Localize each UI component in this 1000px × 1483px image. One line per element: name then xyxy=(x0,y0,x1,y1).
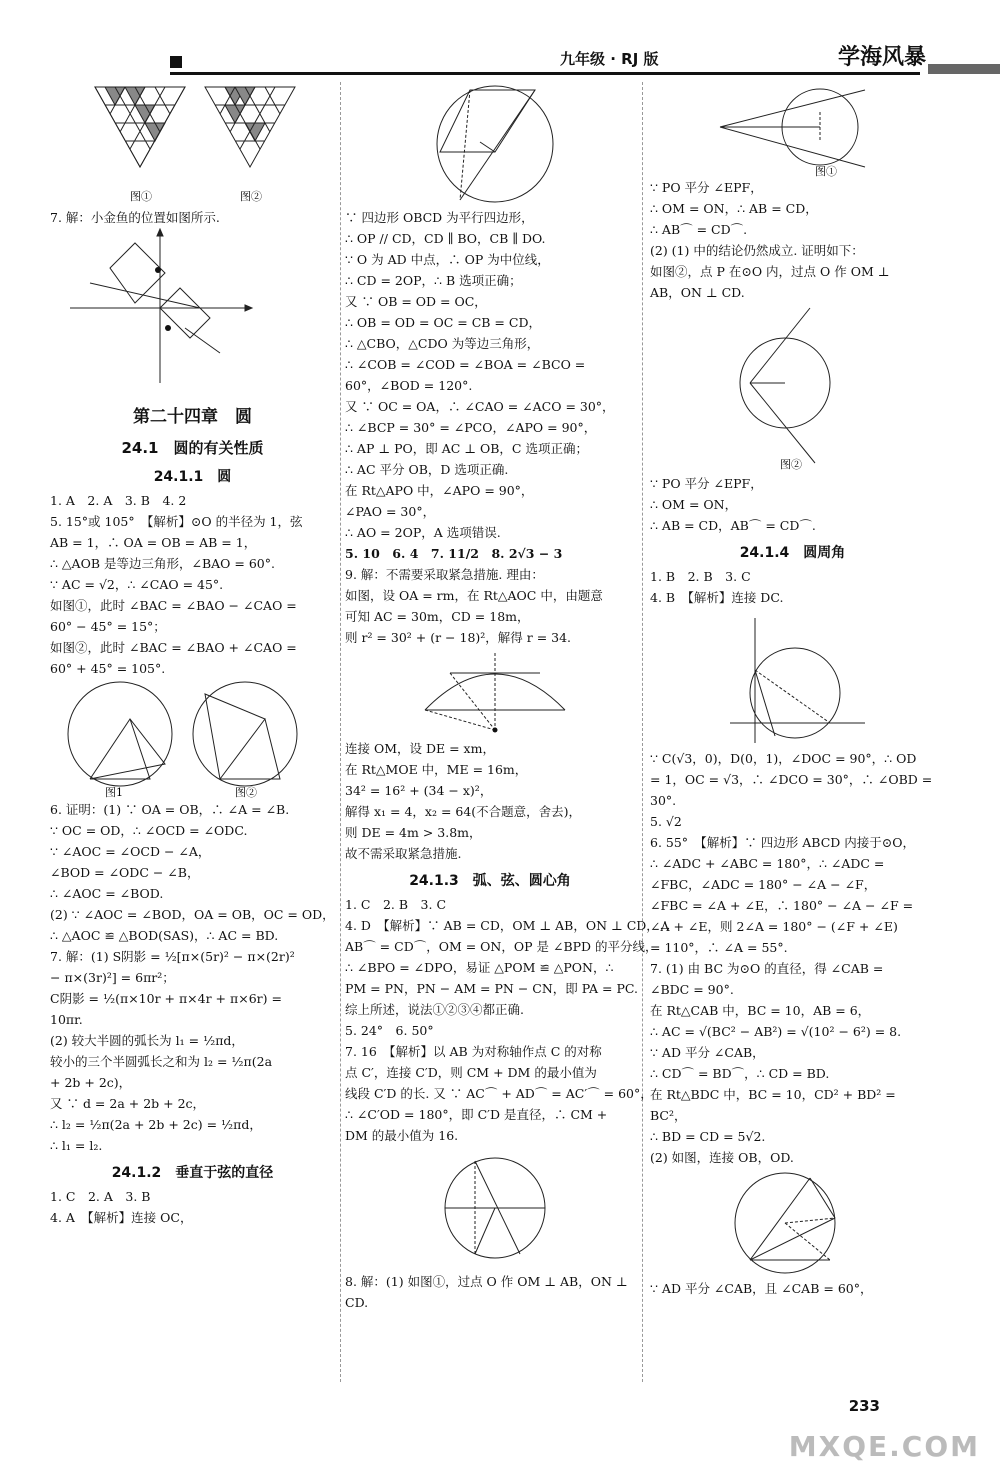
external-point-figure xyxy=(650,82,920,177)
text-line: AB，ON ⊥ CD. xyxy=(650,285,745,300)
text-line: ∴ ∠BCP = 30° = ∠PCO，∠APO = 90°， xyxy=(345,420,597,435)
text-line: 可知 AC = 30m，CD = 18m， xyxy=(345,609,530,624)
text-line: ∴ AB⌒ = CD⌒. xyxy=(650,222,748,237)
text-line: 4. A 【解析】连接 OC， xyxy=(50,1210,193,1225)
text-line: ∴ OP // CD，CD ∥ BO，CB ∥ DO. xyxy=(345,231,546,246)
text-line: 又 ∵ OC = OA，∴ ∠CAO = ∠ACO = 30°， xyxy=(345,399,615,414)
text-line: ∴ △CBO，△CDO 为等边三角形， xyxy=(345,336,540,351)
text-line: 故不需采取紧急措施. xyxy=(345,846,462,861)
text-line: 4. D 【解析】∵ AB = CD，OM ⊥ AB，ON ⊥ CD，∴ xyxy=(345,918,672,933)
text-line: ∴ AP ⊥ PO，即 AC ⊥ OB，C 选项正确； xyxy=(345,441,588,456)
fig-caption: 图1 xyxy=(105,786,123,799)
text-line: ∵ AC = √2，∴ ∠CAO = 45°. xyxy=(50,577,224,592)
text-line: AB⌒ = CD⌒，OM = ON，OP 是 ∠BPD 的平分线， xyxy=(345,939,658,954)
answer-7: 7. 解：小金鱼的位置如图所示. xyxy=(50,210,220,225)
symmetric-circle-figure xyxy=(345,1146,625,1271)
text-line: ∴ OM = ON，∴ AB = CD， xyxy=(650,201,818,216)
text-line: ∠A + ∠E，则 2∠A = 180° − (∠F + ∠E) xyxy=(650,919,898,934)
text-line: 在 Rt△APO 中，∠APO = 90°， xyxy=(345,483,534,498)
text-line: 7. 解：(1) S阴影 = ½[π×(5r)² − π×(2r)² xyxy=(50,949,295,964)
text-line: 7. 16 【解析】以 AB 为对称轴作点 C 的对称 xyxy=(345,1044,602,1059)
text-line: ∴ △AOC ≌ △BOD(SAS)，∴ AC = BD. xyxy=(50,928,279,943)
text-line: 则 r² = 30² + (r − 18)²，解得 r = 34. xyxy=(345,630,572,645)
inscribed-angle-figure xyxy=(650,608,920,748)
fig-caption: 图② xyxy=(240,190,262,203)
text-line: 在 Rt△BDC 中，BC = 10，CD² + BD² = xyxy=(650,1087,896,1102)
text-line: 9. 解：不需要采取紧急措施. 理由： xyxy=(345,567,544,582)
text-line: = 1，OC = √3，∴ ∠DCO = 30°，∴ ∠OBD = xyxy=(650,772,933,787)
text-line: ∵ OC = OD，∴ ∠OCD = ∠ODC. xyxy=(50,823,248,838)
text-line: 8. 解：(1) 如图①，过点 O 作 OM ⊥ AB，ON ⊥ xyxy=(345,1274,628,1289)
text-line: ∵ ∠AOC = ∠OCD − ∠A， xyxy=(50,844,211,859)
grade-label: 九年级 · RJ 版 xyxy=(560,50,659,68)
column-divider xyxy=(642,82,643,1382)
fig-caption: 图① xyxy=(130,190,152,203)
text-line: 综上所述，说法①②③④都正确. xyxy=(345,1002,524,1017)
coordinate-diagram xyxy=(50,228,320,388)
text-line: − π×(3r)²] = 6πr²； xyxy=(50,970,175,985)
text-line: ∵ O 为 AD 中点，∴ OP 为中位线， xyxy=(345,252,550,267)
text-line: ∴ AC 平分 OB，D 选项正确. xyxy=(345,462,509,477)
header-square-icon xyxy=(170,56,182,68)
text-line: ∴ AB = CD，AB⌒ = CD⌒. xyxy=(650,518,816,533)
text-line: 6. 55° 【解析】∵ 四边形 ABCD 内接于⊙O， xyxy=(650,835,915,850)
text-line: ∴ OB = OD = OC = CB = CD， xyxy=(345,315,541,330)
text-line: ∴ AO = 2OP，A 选项错误. xyxy=(345,525,501,540)
text-line: 60° + 45° = 105°. xyxy=(50,661,166,676)
chapter-title: 第二十四章 圆 xyxy=(133,407,252,427)
text-line: 较小的三个半圆弧长之和为 l₂ = ½π(2a xyxy=(50,1054,273,1069)
text-line: ∴ ∠COB = ∠COD = ∠BOA = ∠BCO = xyxy=(345,357,586,372)
text-line: 5. 10 6. 4 7. 11/2 8. 2√3 − 3 xyxy=(345,546,563,561)
text-line: 60° − 45° = 15°； xyxy=(50,619,166,634)
arch-bridge-figure xyxy=(345,648,625,738)
text-line: C阴影 = ½(π×10r + π×4r + π×6r) = xyxy=(50,991,282,1006)
subsection-title: 24.1.3 弧、弦、圆心角 xyxy=(409,873,571,889)
text-line: PM = PN，PN − AM = PN − CN，即 PA = PC. xyxy=(345,981,638,996)
text-line: 如图②，此时 ∠BAC = ∠BAO + ∠CAO = xyxy=(50,640,297,655)
page-header xyxy=(170,42,920,75)
text-line: 又 ∵ OB = OD = OC， xyxy=(345,294,487,309)
text-line: ∴ ∠AOC = ∠BOD. xyxy=(50,886,164,901)
text-line: 如图②，点 P 在⊙O 内，过点 O 作 OM ⊥ xyxy=(650,264,890,279)
text-line: 5. 24° 6. 50° xyxy=(345,1023,434,1038)
text-line: 1. B 2. B 3. C xyxy=(650,569,751,584)
text-line: ∴ CD = 2OP，∴ B 选项正确； xyxy=(345,273,522,288)
text-line: ∴ ∠C′OD = 180°，即 C′D 是直径，∴ CM + xyxy=(345,1107,608,1122)
text-line: DM 的最小值为 16. xyxy=(345,1128,459,1143)
subsection-title: 24.1.1 圆 xyxy=(153,469,232,485)
fig-caption: 图② xyxy=(780,458,802,471)
brand-logo: 学海风暴 xyxy=(837,45,926,70)
text-line: 30°. xyxy=(650,793,677,808)
text-line: 5. 15°或 105° 【解析】⊙O 的半径为 1，弦 xyxy=(50,514,303,529)
text-line: ∴ OM = ON， xyxy=(650,497,738,512)
text-line: ∵ AD 平分 ∠CAB， xyxy=(650,1045,765,1060)
text-line: + 2b + 2c)， xyxy=(50,1075,132,1090)
column-divider xyxy=(340,82,341,1382)
text-line: 7. (1) 由 BC 为⊙O 的直径，得 ∠CAB = xyxy=(650,961,884,976)
text-line: 34² = 16² + (34 − x)²， xyxy=(345,783,493,798)
text-line: 1. C 2. A 3. B xyxy=(50,1189,151,1204)
subsection-title: 24.1.4 圆周角 xyxy=(739,545,846,561)
text-line: 10πr. xyxy=(50,1012,83,1027)
cyclic-quad-figure xyxy=(650,1168,920,1278)
text-line: 则 DE = 4m > 3.8m， xyxy=(345,825,482,840)
text-line: ∠BOD = ∠ODC − ∠B， xyxy=(50,865,200,880)
fig-caption: 图② xyxy=(235,786,257,799)
text-line: ∵ C(√3，0)，D(0，1)，∠DOC = 90°，∴ OD xyxy=(650,751,917,766)
text-line: 60°，∠BOD = 120°. xyxy=(345,378,473,393)
column-3 xyxy=(650,82,935,1299)
page-number: 233 xyxy=(848,1397,880,1415)
text-line: 在 Rt△MOE 中，ME = 16m， xyxy=(345,762,528,777)
text-line: 6. 证明：(1) ∵ OA = OB，∴ ∠A = ∠B. xyxy=(50,802,290,817)
text-line: 1. C 2. B 3. C xyxy=(345,897,447,912)
text-line: ∴ ∠BPO = ∠DPO，易证 △POM ≌ △PON，∴ xyxy=(345,960,614,975)
text-line: ∴ l₁ = l₂. xyxy=(50,1138,103,1153)
text-line: (2) 较大半圆的弧长为 l₁ = ½πd， xyxy=(50,1033,244,1048)
subsection-title: 24.1.2 垂直于弦的直径 xyxy=(111,1165,274,1181)
internal-point-figure xyxy=(650,303,920,473)
text-line: 在 Rt△CAB 中，BC = 10，AB = 6， xyxy=(650,1003,871,1018)
text-line: 如图①，此时 ∠BAC = ∠BAO − ∠CAO = xyxy=(50,598,297,613)
text-line: 1. A 2. A 3. B 4. 2 xyxy=(50,493,187,508)
text-line: (2) ∵ ∠AOC = ∠BOD，OA = OB，OC = OD， xyxy=(50,907,335,922)
text-line: 线段 C′D 的长. 又 ∵ AC⌒ + AD⌒ = AC′⌒ = 60°， xyxy=(345,1086,653,1101)
fig-caption: 图① xyxy=(815,165,837,177)
text-line: ∴ AC = √(BC² − AB²) = √(10² − 6²) = 8. xyxy=(650,1024,902,1039)
text-line: = 110°，∴ ∠A = 55°. xyxy=(650,940,788,955)
column-1 xyxy=(50,82,335,1228)
text-line: ∵ PO 平分 ∠EPF， xyxy=(650,180,763,195)
watermark: MXQE.COM xyxy=(788,1430,980,1463)
circle-parallelogram-figure xyxy=(345,82,625,207)
text-line: 又 ∵ d = 2a + 2b + 2c， xyxy=(50,1096,206,1111)
text-line: ∴ ∠ADC + ∠ABC = 180°，∴ ∠ADC = xyxy=(650,856,885,871)
text-line: 4. B 【解析】连接 DC. xyxy=(650,590,784,605)
text-line: 5. √2 xyxy=(650,814,682,829)
triangle-grid-figures xyxy=(50,82,320,207)
text-line: ∴ l₂ = ½π(2a + 2b + 2c) = ½πd， xyxy=(50,1117,262,1132)
brand-bar xyxy=(928,64,1000,74)
text-line: ∴ CD⌒ = BD⌒，∴ CD = BD. xyxy=(650,1066,830,1081)
text-line: CD. xyxy=(345,1295,369,1310)
text-line: ∴ BD = CD = 5√2. xyxy=(650,1129,766,1144)
text-line: (2) 如图，连接 OB，OD. xyxy=(650,1150,794,1165)
text-line: ∴ △AOB 是等边三角形，∠BAO = 60°. xyxy=(50,556,275,571)
text-line: BC²， xyxy=(650,1108,687,1123)
text-line: 连接 OM，设 DE = xm， xyxy=(345,741,495,756)
text-line: AB = 1，∴ OA = OB = AB = 1， xyxy=(50,535,257,550)
text-line: 如图，设 OA = rm，在 Rt△AOC 中，由题意 xyxy=(345,588,603,603)
section-title: 24.1 圆的有关性质 xyxy=(121,439,264,457)
text-line: ∠BDC = 90°. xyxy=(650,982,734,997)
text-line: (2) (1) 中的结论仍然成立. 证明如下： xyxy=(650,243,864,258)
text-line: 解得 x₁ = 4，x₂ = 64(不合题意，舍去)， xyxy=(345,804,582,819)
circle-figures xyxy=(50,679,320,799)
text-line: ∠FBC = ∠A + ∠E，∴ 180° − ∠A − ∠F = xyxy=(650,898,914,913)
text-line: ∵ PO 平分 ∠EPF， xyxy=(650,476,763,491)
text-line: 点 C′，连接 C′D，则 CM + DM 的最小值为 xyxy=(345,1065,597,1080)
text-line: ∠FBC，∠ADC = 180° − ∠A − ∠F， xyxy=(650,877,877,892)
text-line: ∵ AD 平分 ∠CAB，且 ∠CAB = 60°， xyxy=(650,1281,873,1296)
text-line: ∠PAO = 30°， xyxy=(345,504,436,519)
text-line: ∵ 四边形 OBCD 为平行四边形， xyxy=(345,210,534,225)
